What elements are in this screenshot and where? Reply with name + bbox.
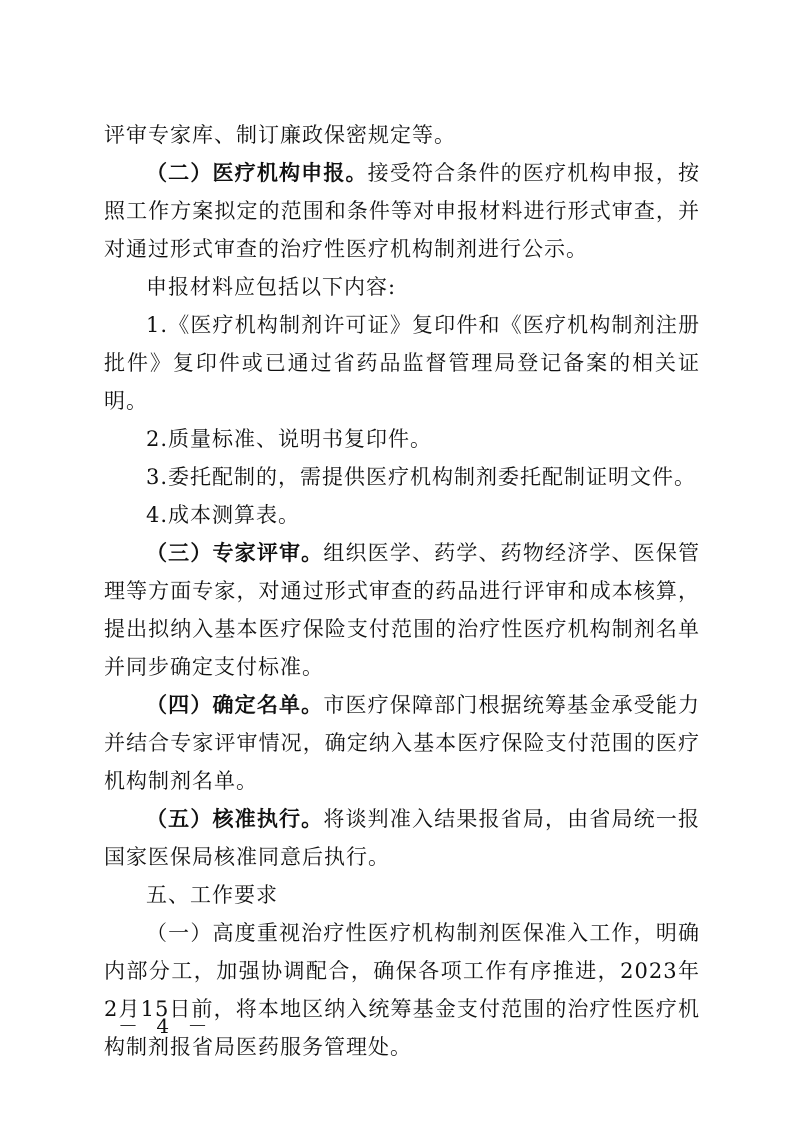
list-item-text: 2.质量标准、说明书复印件。 (146, 427, 433, 451)
paragraph-determine-list (104, 686, 700, 800)
list-item-material-2 (104, 420, 700, 458)
list-item-material-1 (104, 306, 700, 420)
paragraph-requirement-1 (104, 914, 700, 1066)
list-item-material-3 (104, 458, 700, 496)
document-body (104, 116, 700, 1066)
section-lead-heading: （二）医疗机构申报。 (146, 161, 368, 185)
paragraph-text: 申报材料应包括以下内容: (146, 275, 397, 299)
paragraph-expert-review (104, 534, 700, 686)
list-item-text: 4.成本测算表。 (146, 503, 301, 527)
paragraph-text: 市医疗保障部门根据统筹基金承受能力并结合专家评审情况，确定纳入基本医疗保险支付范围的医疗机构制剂名单。 (104, 693, 701, 793)
paragraph-continuation (104, 116, 700, 154)
section-heading-work-requirements (104, 876, 700, 914)
section-lead-heading: （五）核准执行。 (146, 807, 324, 831)
list-item-text: 1.《医疗机构制剂许可证》复印件和《医疗机构制剂注册批件》复印件或已通过省药品监督管理局登记备案的相关证明。 (104, 313, 700, 413)
section-heading-text: 五、工作要求 (146, 883, 278, 907)
paragraph-approval-execution (104, 800, 700, 876)
paragraph-text: 接受符合条件的医疗机构申报，按照工作方案拟定的范围和条件等对申报材料进行形式审查，并对通过形式审查的治疗性医疗机构制剂进行公示。 (104, 161, 701, 261)
paragraph-institution-application (104, 154, 700, 268)
page-number: － 4 － (118, 1014, 214, 1038)
list-item-material-4 (104, 496, 700, 534)
section-lead-heading: （三）专家评审。 (146, 541, 324, 565)
list-item-text: 3.委托配制的，需提供医疗机构制剂委托配制证明文件。 (146, 465, 697, 489)
paragraph-materials-intro (104, 268, 700, 306)
section-lead-heading: （四）确定名单。 (146, 693, 324, 717)
paragraph-text: （一）高度重视治疗性医疗机构制剂医保准入工作，明确内部分工，加强协调配合，确保各项工作有序推进，2023年2月15日前，将本地区纳入统筹基金支付范围的治疗性医疗机构制剂报省局医药服务管理处。 (104, 921, 700, 1059)
paragraph-text: 评审专家库、制订廉政保密规定等。 (104, 123, 456, 147)
paragraph-text: 组织医学、药学、药物经济学、医保管理等方面专家，对通过形式审查的药品进行评审和成本核算，提出拟纳入基本医疗保险支付范围的治疗性医疗机构制剂名单并同步确定支付标准。 (104, 541, 701, 679)
paragraph-text: 将谈判准入结果报省局，由省局统一报国家医保局核准同意后执行。 (104, 807, 701, 869)
